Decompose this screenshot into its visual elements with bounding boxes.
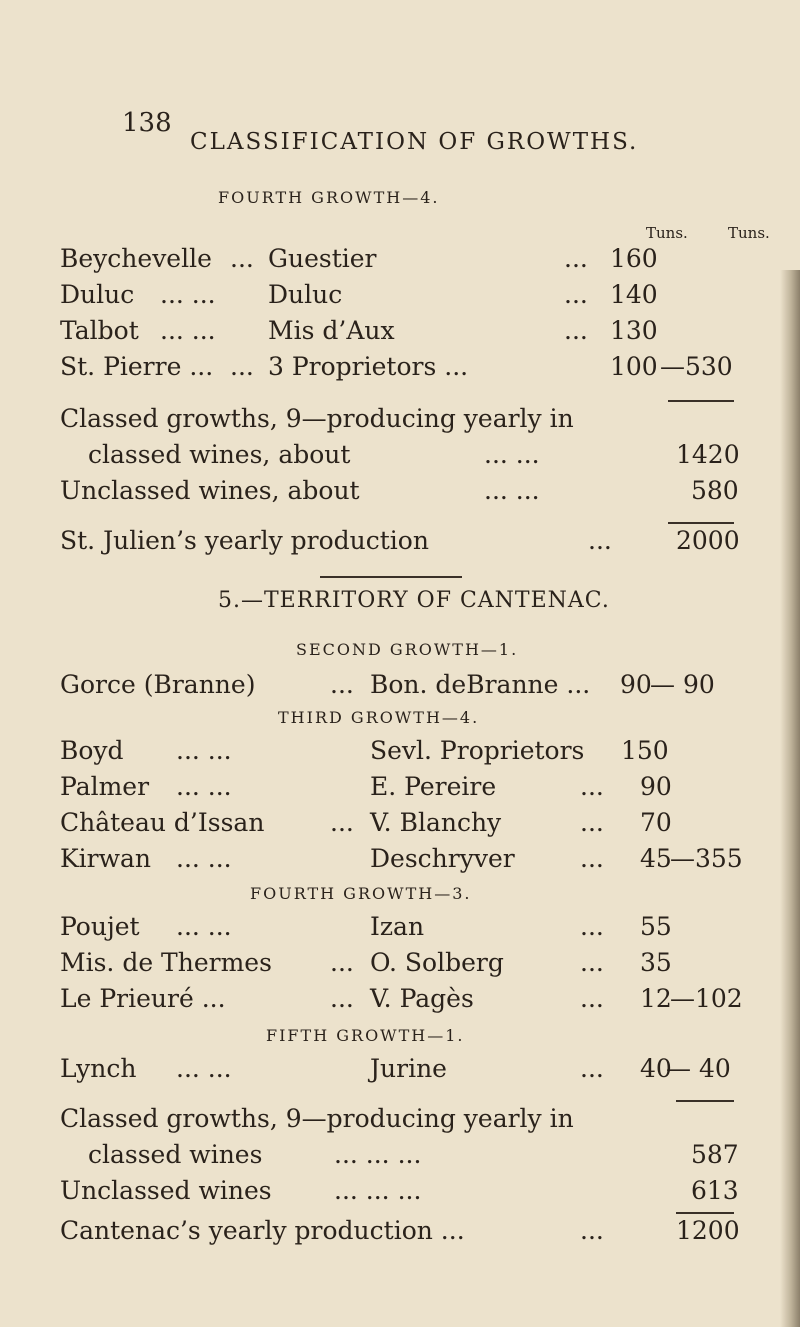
- summary-line: St. Julien’s yearly production: [60, 526, 429, 555]
- proprietor-name: Izan: [370, 912, 425, 941]
- summary-line: classed wines: [88, 1140, 263, 1169]
- leader-dots: ...: [330, 808, 354, 837]
- leader-dots: ...: [230, 244, 254, 273]
- chateau-name: St. Pierre ...: [60, 352, 214, 381]
- yearly-production-total: 2000: [676, 526, 740, 555]
- tuns-value: 45: [640, 844, 672, 873]
- leader-dots: ...: [564, 280, 588, 309]
- leader-dots: ... ...: [176, 844, 232, 873]
- tuns-value: 140: [610, 280, 658, 309]
- leader-dots: ... ...: [176, 1054, 232, 1083]
- column-header-tuns-total: Tuns.: [728, 224, 770, 242]
- tuns-value: 90: [620, 670, 652, 699]
- section-heading: FOURTH GROWTH—4.: [218, 188, 440, 207]
- column-header-tuns: Tuns.: [646, 224, 688, 242]
- leader-dots: ... ...: [176, 736, 232, 765]
- leader-dots: ... ...: [160, 280, 216, 309]
- tuns-value: 90: [640, 772, 672, 801]
- summary-line: Unclassed wines: [60, 1176, 272, 1205]
- page-edge-shadow: [780, 270, 800, 1327]
- leader-dots: ... ... ...: [334, 1176, 422, 1205]
- chateau-name: Le Prieuré ...: [60, 984, 226, 1013]
- proprietor-name: V. Pagès: [370, 984, 474, 1013]
- unclassed-total: 580: [691, 476, 739, 505]
- leader-dots: ...: [564, 244, 588, 273]
- tuns-value: 70: [640, 808, 672, 837]
- leader-dots: ...: [580, 912, 604, 941]
- chateau-name: Kirwan: [60, 844, 152, 873]
- summary-line: Classed growths, 9—producing yearly in: [60, 1104, 574, 1133]
- summary-line: Classed growths, 9—producing yearly in: [60, 404, 574, 433]
- sum-rule: [676, 1100, 734, 1102]
- tuns-value: 160: [610, 244, 658, 273]
- leader-dots: ... ...: [484, 476, 540, 505]
- leader-dots: ... ...: [484, 440, 540, 469]
- tuns-value: 12: [640, 984, 672, 1013]
- leader-dots: ... ... ...: [334, 1140, 422, 1169]
- chateau-name: Talbot: [60, 316, 139, 345]
- running-title: CLASSIFICATION OF GROWTHS.: [190, 129, 639, 155]
- tuns-value: 130: [610, 316, 658, 345]
- tuns-value: 40: [640, 1054, 672, 1083]
- section-heading: THIRD GROWTH—4.: [278, 708, 480, 727]
- sum-rule: [668, 522, 734, 524]
- leader-dots: ... ...: [176, 912, 232, 941]
- sum-rule: [668, 400, 734, 402]
- proprietor-name: V. Blanchy: [370, 808, 502, 837]
- group-total: —355: [670, 844, 743, 873]
- group-total: —102: [670, 984, 743, 1013]
- proprietor-name: Jurine: [370, 1054, 447, 1083]
- proprietor-name: Guestier: [268, 244, 377, 273]
- leader-dots: ... ...: [160, 316, 216, 345]
- proprietor-name: E. Pereire: [370, 772, 497, 801]
- leader-dots: ...: [580, 808, 604, 837]
- section-divider: [320, 576, 462, 578]
- chateau-name: Château d’Issan: [60, 808, 265, 837]
- leader-dots: ...: [330, 984, 354, 1013]
- chateau-name: Mis. de Thermes: [60, 948, 272, 977]
- summary-line: Cantenac’s yearly production ...: [60, 1216, 465, 1245]
- yearly-production-total: 1200: [676, 1216, 740, 1245]
- leader-dots: ...: [330, 670, 354, 699]
- chateau-name: Duluc: [60, 280, 135, 309]
- tuns-value: 35: [640, 948, 672, 977]
- section-heading: SECOND GROWTH—1.: [296, 640, 519, 659]
- leader-dots: ...: [580, 844, 604, 873]
- leader-dots: ...: [588, 526, 612, 555]
- leader-dots: ... ...: [176, 772, 232, 801]
- chateau-name: Palmer: [60, 772, 150, 801]
- leader-dots: ...: [230, 352, 254, 381]
- section-heading: FOURTH GROWTH—3.: [250, 884, 472, 903]
- leader-dots: ...: [580, 1054, 604, 1083]
- summary-line: Unclassed wines, about: [60, 476, 360, 505]
- leader-dots: ...: [580, 772, 604, 801]
- summary-line: classed wines, about: [88, 440, 351, 469]
- group-total: — 40: [666, 1054, 731, 1083]
- unclassed-total: 613: [691, 1176, 739, 1205]
- tuns-value: 150: [621, 736, 669, 765]
- proprietor-name: O. Solberg: [370, 948, 504, 977]
- tuns-value: 55: [640, 912, 672, 941]
- leader-dots: ...: [580, 984, 604, 1013]
- group-total: — 90: [650, 670, 715, 699]
- proprietor-name: Sevl. Proprietors: [370, 736, 585, 765]
- proprietor-name: Duluc: [268, 280, 343, 309]
- chateau-name: Gorce (Branne): [60, 670, 256, 699]
- proprietor-name: 3 Proprietors ...: [268, 352, 469, 381]
- proprietor-name: Bon. deBranne ...: [370, 670, 591, 699]
- chateau-name: Beychevelle: [60, 244, 212, 273]
- page-number: 138: [122, 108, 172, 138]
- proprietor-name: Deschryver: [370, 844, 515, 873]
- sum-rule: [676, 1212, 734, 1214]
- leader-dots: ...: [564, 316, 588, 345]
- chateau-name: Lynch: [60, 1054, 137, 1083]
- section-heading: FIFTH GROWTH—1.: [266, 1026, 465, 1045]
- leader-dots: ...: [580, 1216, 604, 1245]
- proprietor-name: Mis d’Aux: [268, 316, 395, 345]
- territory-title: 5.—TERRITORY OF CANTENAC.: [218, 588, 610, 613]
- chateau-name: Poujet: [60, 912, 140, 941]
- leader-dots: ...: [580, 948, 604, 977]
- leader-dots: ...: [330, 948, 354, 977]
- chateau-name: Boyd: [60, 736, 124, 765]
- tuns-value: 100: [610, 352, 658, 381]
- group-total: —530: [660, 352, 733, 381]
- classed-total: 587: [691, 1140, 739, 1169]
- classed-total: 1420: [676, 440, 740, 469]
